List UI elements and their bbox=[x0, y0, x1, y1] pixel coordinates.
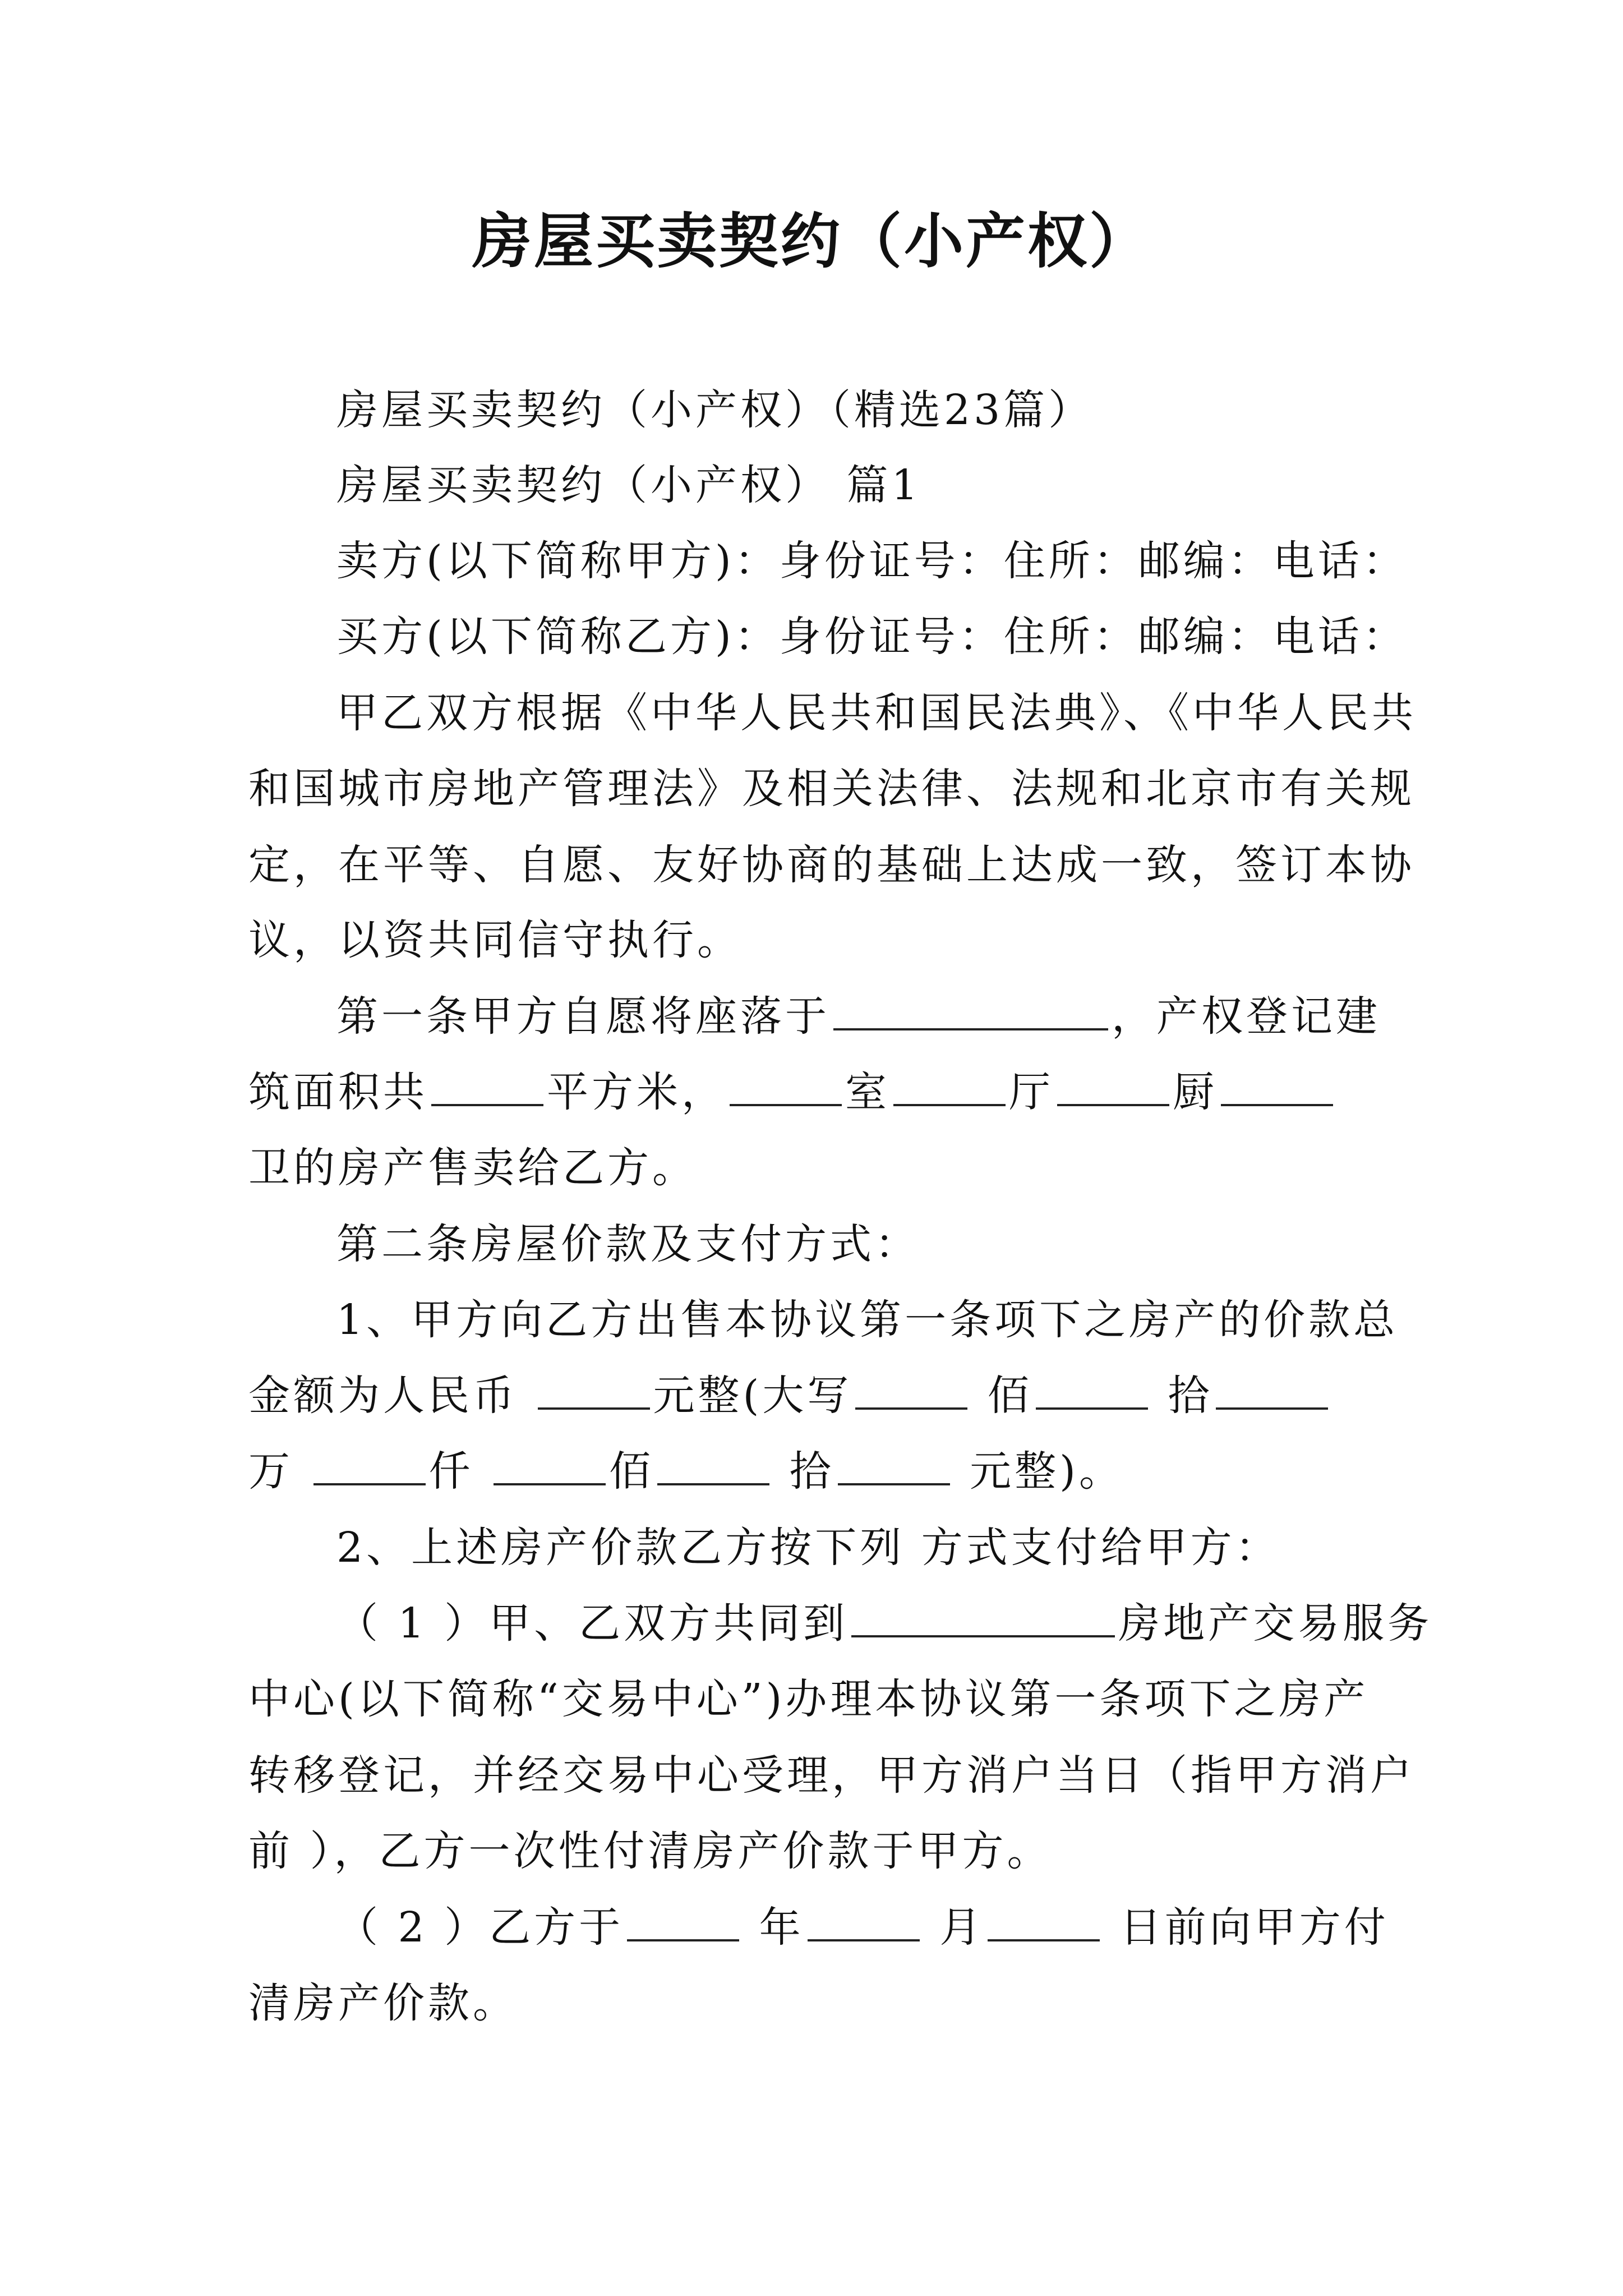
article1-line2 bbox=[248, 1061, 1336, 1123]
price-upper-blank-4[interactable] bbox=[313, 1444, 426, 1485]
article1-line3: 卫的房产售卖给乙方。 bbox=[248, 1144, 697, 1192]
day-blank[interactable] bbox=[988, 1900, 1100, 1941]
area-blank[interactable] bbox=[431, 1065, 543, 1106]
payment1-line2: 中心(以下简称“交易中心”)办理本协议第一条项下之房产 bbox=[248, 1675, 1369, 1723]
price-upper-blank-5[interactable] bbox=[494, 1444, 606, 1485]
article1-text-b: ，产权登记建 bbox=[1112, 992, 1381, 1041]
para-basis-1: 甲乙双方根据《中华人民共和国民法典》、《中华人民共 bbox=[336, 689, 1417, 737]
payment2-text-b: 年 bbox=[743, 1903, 804, 1952]
payment2-line1 bbox=[336, 1897, 1389, 1958]
price-upper-blank-3[interactable] bbox=[1216, 1368, 1328, 1410]
price-text-h: 拾 bbox=[773, 1447, 834, 1496]
price-line3 bbox=[248, 1441, 1124, 1502]
price-upper-blank-7[interactable] bbox=[838, 1444, 950, 1485]
price-text-c: 佰 bbox=[971, 1372, 1032, 1420]
kitchens-blank[interactable] bbox=[1057, 1065, 1169, 1106]
payment1-text-b: 房地产交易服务 bbox=[1118, 1599, 1433, 1648]
subtitle-part: 房屋买卖契约（小产权） 篇1 bbox=[336, 461, 921, 509]
payment-method-line: 2、上述房产价款乙方按下列 方式支付给甲方： bbox=[336, 1524, 1280, 1572]
price-text-a: 金额为人民币 bbox=[248, 1372, 534, 1420]
halls-blank[interactable] bbox=[893, 1065, 1006, 1106]
price-upper-blank-1[interactable] bbox=[855, 1368, 967, 1410]
payment1-line4: 前 ），乙方一次性付清房产价款于甲方。 bbox=[248, 1827, 1052, 1875]
payment2-text-c: 月 bbox=[923, 1903, 985, 1952]
buyer-line: 买方(以下简称乙方)：身份证号：住所：邮编：电话： bbox=[336, 613, 1408, 661]
price-amount-blank[interactable] bbox=[538, 1368, 650, 1410]
rooms-blank[interactable] bbox=[730, 1065, 842, 1106]
para-basis-3: 定，在平等、自愿、友好协商的基础上达成一致，签订本协 bbox=[248, 841, 1415, 889]
baths-blank[interactable] bbox=[1221, 1065, 1333, 1106]
payment1-line1 bbox=[336, 1593, 1432, 1654]
article2-heading: 第二条房屋价款及支付方式： bbox=[336, 1220, 920, 1268]
payment2-text-d: 日前向甲方付 bbox=[1103, 1903, 1389, 1952]
article1-text-d: 平方米， bbox=[547, 1068, 726, 1116]
price-text-i: 元整)。 bbox=[953, 1447, 1124, 1496]
article1-line1 bbox=[336, 986, 1381, 1047]
seller-line: 卖方(以下简称甲方)：身份证号：住所：邮编：电话： bbox=[336, 537, 1408, 585]
year-blank[interactable] bbox=[627, 1900, 739, 1941]
price-upper-blank-2[interactable] bbox=[1036, 1368, 1148, 1410]
article1-text-f: 厅 bbox=[1009, 1068, 1054, 1116]
article1-text-e: 室 bbox=[845, 1068, 890, 1116]
month-blank[interactable] bbox=[808, 1900, 920, 1941]
para-basis-4: 议，以资共同信守执行。 bbox=[248, 916, 742, 964]
price-text-g: 佰 bbox=[609, 1447, 654, 1496]
document-title: 房屋买卖契约（小产权） bbox=[472, 206, 1151, 276]
price-text-b: 元整(大写 bbox=[653, 1372, 852, 1420]
para-basis-2: 和国城市房地产管理法》及相关法律、法规和北京市有关规 bbox=[248, 765, 1415, 813]
subtitle-selection: 房屋买卖契约（小产权）（精选23篇） bbox=[336, 386, 1094, 434]
payment2-text-a: （ 2 ）乙方于 bbox=[336, 1903, 624, 1952]
payment1-text-a: （ 1 ）甲、乙双方共同到 bbox=[336, 1599, 849, 1648]
price-line2 bbox=[248, 1365, 1331, 1427]
payment2-line2: 清房产价款。 bbox=[248, 1979, 518, 2027]
price-line1: 1、甲方向乙方出售本协议第一条项下之房产的价款总 bbox=[336, 1296, 1399, 1344]
payment1-line3: 转移登记，并经交易中心受理，甲方消户当日（指甲方消户 bbox=[248, 1751, 1415, 1800]
price-text-e: 万 bbox=[248, 1447, 310, 1496]
article1-text-a: 第一条甲方自愿将座落于 bbox=[336, 992, 830, 1041]
price-text-f: 仟 bbox=[428, 1447, 491, 1496]
article1-text-c: 筑面积共 bbox=[248, 1068, 428, 1116]
price-upper-blank-6[interactable] bbox=[657, 1444, 769, 1485]
address-blank[interactable] bbox=[833, 989, 1108, 1030]
price-text-d: 拾 bbox=[1151, 1372, 1213, 1420]
article1-text-g: 厨 bbox=[1173, 1068, 1218, 1116]
exchange-center-blank[interactable] bbox=[851, 1596, 1115, 1637]
